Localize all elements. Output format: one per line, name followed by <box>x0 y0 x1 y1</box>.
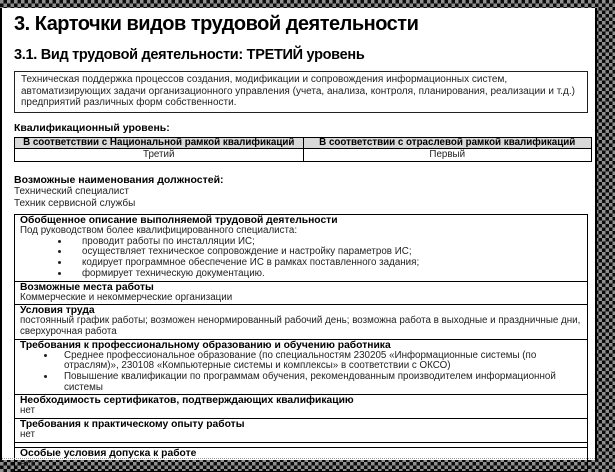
activity-card <box>14 214 588 472</box>
bullet-item: • формирует техническую документацию. <box>70 269 582 280</box>
section-title: Требования к профессиональному образованию и обучению работника <box>20 339 391 351</box>
bullet-item: • кодирует программное обеспечение ИС в рамках поставленного задания; <box>70 258 582 269</box>
section-title: Необходимость сертификатов, подтверждающих квалификацию <box>20 395 354 407</box>
section-title: Обобщенное описание выполняемой трудовой деятельности <box>20 215 338 226</box>
qualification-table <box>14 137 592 163</box>
document-content <box>2 13 595 472</box>
section-special-admission <box>15 448 587 471</box>
document-page <box>0 8 597 469</box>
section-education-requirements <box>15 340 587 396</box>
table-value-national: Третий <box>15 149 304 162</box>
section-text: нет <box>20 405 36 417</box>
section-text: постоянный график работы; возможен ненормированный рабочий день; возможна работа в выходные и праздничные дни, сверхурочная работа <box>20 315 581 337</box>
section-text: нет <box>20 457 36 469</box>
table-header-industry: В соответствии с отраслевой рамкой квалификаций <box>303 137 592 149</box>
section-work-conditions <box>15 305 587 339</box>
section-experience-requirements <box>15 419 587 443</box>
activity-description-box: Техническая поддержка процессов создания, модификации и сопровождения информационных систем, автоматизирующих задачи организационного управления (учета, анализа, контроля, планирования, реализации и т.д.) предприятий различных форм собственности. <box>14 71 588 113</box>
section-title: Требования к практическому опыту работы <box>20 419 245 431</box>
section-title: Особые условия допуска к работе <box>20 447 197 459</box>
section-title: Условия труда <box>20 305 95 317</box>
bullet-list <box>20 351 582 394</box>
table-value-industry: Первый <box>303 149 592 162</box>
section-workplaces <box>15 282 587 306</box>
section-certificates <box>15 395 587 419</box>
page-title: 3. Карточки видов трудовой деятельности <box>14 13 419 35</box>
table-header-national: В соответствии с Национальной рамкой квалификаций <box>15 137 304 149</box>
position-item: Техник сервисной службы <box>14 197 136 209</box>
table-value-row <box>15 149 592 162</box>
qualification-level-label: Квалификационный уровень: <box>14 121 170 134</box>
table-header-row <box>15 137 592 149</box>
bullet-list <box>20 237 582 280</box>
section-general-description <box>15 215 587 282</box>
page-edge-line <box>2 458 595 459</box>
section-subtitle: 3.1. Вид трудовой деятельности: ТРЕТИЙ уровень <box>14 47 365 63</box>
bullet-item: • проводит работы по инсталляции ИС; <box>70 237 582 248</box>
section-intro: Под руководством более квалифицированного специалиста: <box>20 225 298 236</box>
section-text: Коммерческие и некоммерческие организации <box>20 291 233 303</box>
bullet-item: • Среднее профессиональное образование (по специальностям 230205 «Информационные системы (по отраслям)», 230108 «Компьютерные системы и комплексы» в соответствии с ОКСО) <box>56 351 582 372</box>
section-text: нет <box>20 429 36 441</box>
positions-block <box>14 174 590 209</box>
bullet-item: • Повышение квалификации по программам обучения, рекомендованным производителем информационной системы <box>56 372 582 393</box>
position-item: Технический специалист <box>14 186 129 197</box>
positions-label: Возможные наименования должностей: <box>14 174 224 186</box>
bullet-item: • осуществляет техническое сопровождение и настройку параметров ИС; <box>70 247 582 258</box>
section-title: Возможные места работы <box>20 281 154 293</box>
